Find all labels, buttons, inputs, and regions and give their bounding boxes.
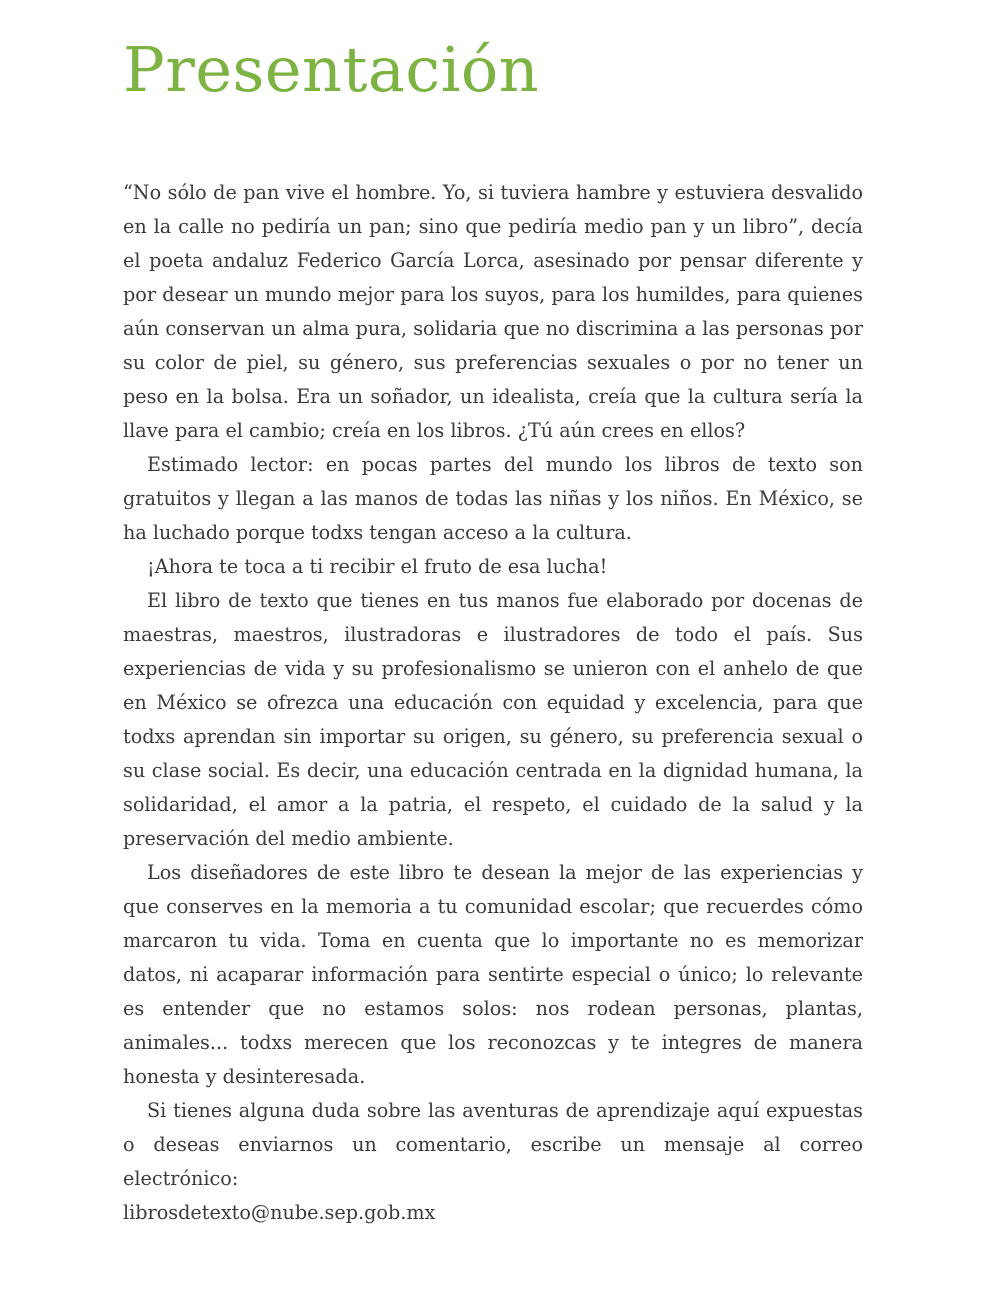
body-text — [123, 176, 863, 1230]
contact-email: librosdetexto@nube.sep.gob.mx — [123, 1201, 436, 1224]
paragraph-estimado-lector: Estimado lector: en pocas partes del mundo los libros de texto son gratuitos y llegan a las manos de todas las niñas y los niños. En México, se ha luchado porque todxs tengan acceso a la cultura. — [123, 453, 863, 544]
paragraph-libro-de-texto: El libro de texto que tienes en tus manos fue elaborado por docenas de maestras, maestros, ilustradoras e ilustradores de todo el país. Sus experiencias de vida y su profesionalismo se unieron con el anhelo de que en México se ofrezca una educación con equidad y excelencia, para que todxs aprendan sin importar su origen, su género, su preferencia sexual o su clase social. Es decir, una educación centrada en la dignidad humana, la solidaridad, el amor a la patria, el respeto, el cuidado de la salud y la preservación del medio ambiente. — [123, 589, 863, 850]
paragraph-intro-quote: “No sólo de pan vive el hombre. Yo, si tuviera hambre y estuviera desvalido en la calle no pediría un pan; sino que pediría medio pan y un libro”, decía el poeta andaluz Federico García Lorca, asesinado por pensar diferente y por desear un mundo mejor para los suyos, para los humildes, para quienes aún conservan un alma pura, solidaria que no discrimina a las personas por su color de piel, su género, sus preferencias sexuales o por no tener un peso en la bolsa. Era un soñador, un idealista, creía que la cultura sería la llave para el cambio; creía en los libros. ¿Tú aún crees en ellos? — [123, 181, 863, 442]
paragraph-contacto: Si tienes alguna duda sobre las aventuras de aprendizaje aquí expuestas o deseas enviarnos un comentario, escribe un mensaje al correo electrónico: — [123, 1099, 863, 1190]
page — [123, 0, 863, 1300]
paragraph-disenadores: Los diseñadores de este libro te desean la mejor de las experiencias y que conserves en la memoria a tu comunidad escolar; que recuerdes cómo marcaron tu vida. Toma en cuenta que lo importante no es memorizar datos, ni acaparar información para sentirte especial o único; lo relevante es entender que no estamos solos: nos rodean personas, plantas, animales... todxs merecen que los reconozcas y te integres de manera honesta y desinteresada. — [123, 861, 863, 1088]
paragraph-ahora-te-toca: ¡Ahora te toca a ti recibir el fruto de esa lucha! — [147, 555, 608, 578]
page-title: Presentación — [123, 33, 540, 106]
